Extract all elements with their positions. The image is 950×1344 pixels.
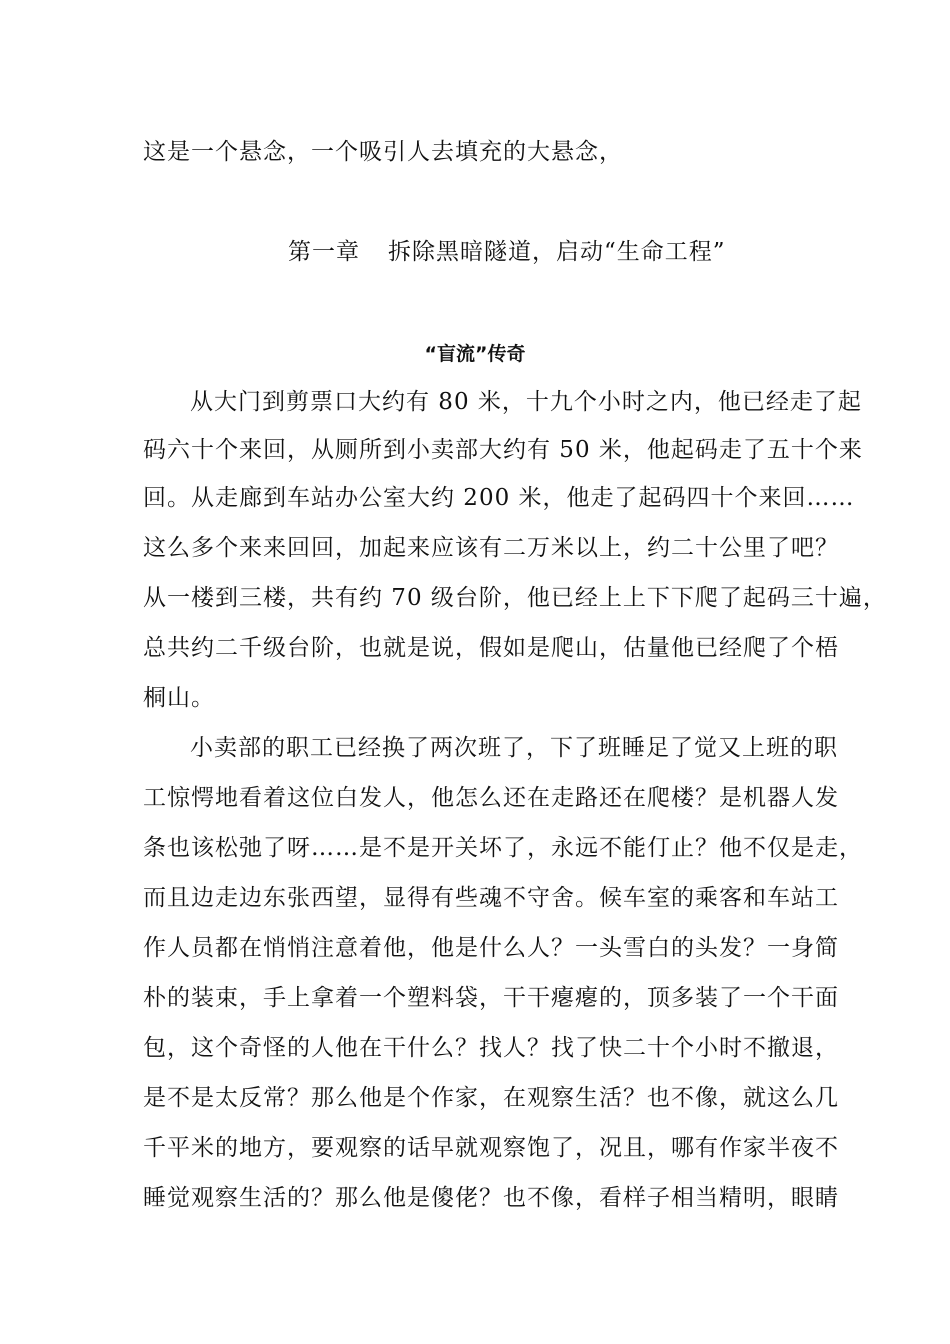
chapter-title: 拆除黑暗隧道，启动“生命工程” bbox=[388, 239, 726, 265]
paragraph-line: 朴的装束，手上拿着一个塑料袋，干干瘪瘪的，顶多装了一个干面 bbox=[143, 985, 839, 1011]
chapter-heading bbox=[288, 238, 726, 266]
paragraph-line: 是不是太反常？那么他是个作家，在观察生活？也不像，就这么几 bbox=[143, 1085, 839, 1111]
paragraph-line: 总共约二千级台阶，也就是说，假如是爬山，估量他已经爬了个梧 bbox=[143, 635, 839, 661]
paragraph-line: 码六十个来回，从厕所到小卖部大约有 50 米，他起码走了五十个来 bbox=[143, 437, 863, 463]
paragraph-line: 睡觉观察生活的？那么他是傻佬？也不像，看样子相当精明，眼睛 bbox=[143, 1185, 839, 1211]
paragraph-line: 工惊愕地看着这位白发人，他怎么还在走路还在爬楼？是机器人发 bbox=[143, 785, 839, 811]
paragraph-line: 千平米的地方，要观察的话早就观察饱了，况且，哪有作家半夜不 bbox=[143, 1135, 839, 1161]
section-title: “盲流”传奇 bbox=[424, 343, 526, 365]
paragraph-line: 而且边走边东张西望，显得有些魂不守舍。候车室的乘客和车站工 bbox=[143, 885, 839, 911]
paragraph-line: 回。从走廊到车站办公室大约 200 米，他走了起码四十个来回…… bbox=[143, 485, 855, 511]
paragraph-line: 从一楼到三楼，共有约 70 级台阶，他已经上上下下爬了起码三十遍， bbox=[143, 585, 887, 611]
paragraph-line: 小卖部的职工已经换了两次班了，下了班睡足了觉又上班的职 bbox=[190, 735, 838, 761]
paragraph-line: 包，这个奇怪的人他在干什么？找人？找了快二十个小时不撤退， bbox=[143, 1035, 839, 1061]
intro-line: 这是一个悬念，一个吸引人去填充的大悬念， bbox=[143, 139, 623, 165]
paragraph-line: 桐山。 bbox=[143, 685, 215, 711]
paragraph-line: 这么多个来来回回，加起来应该有二万米以上，约二十公里了吧？ bbox=[143, 535, 839, 561]
paragraph-line: 条也该松弛了呀……是不是开关坏了，永远不能仃止？他不仅是走， bbox=[143, 835, 863, 861]
paragraph-line: 从大门到剪票口大约有 80 米，十九个小时之内，他已经走了起 bbox=[190, 389, 862, 415]
chapter-number: 第一章 bbox=[288, 239, 360, 265]
paragraph-line: 作人员都在悄悄注意着他，他是什么人？一头雪白的头发？一身简 bbox=[143, 935, 839, 961]
